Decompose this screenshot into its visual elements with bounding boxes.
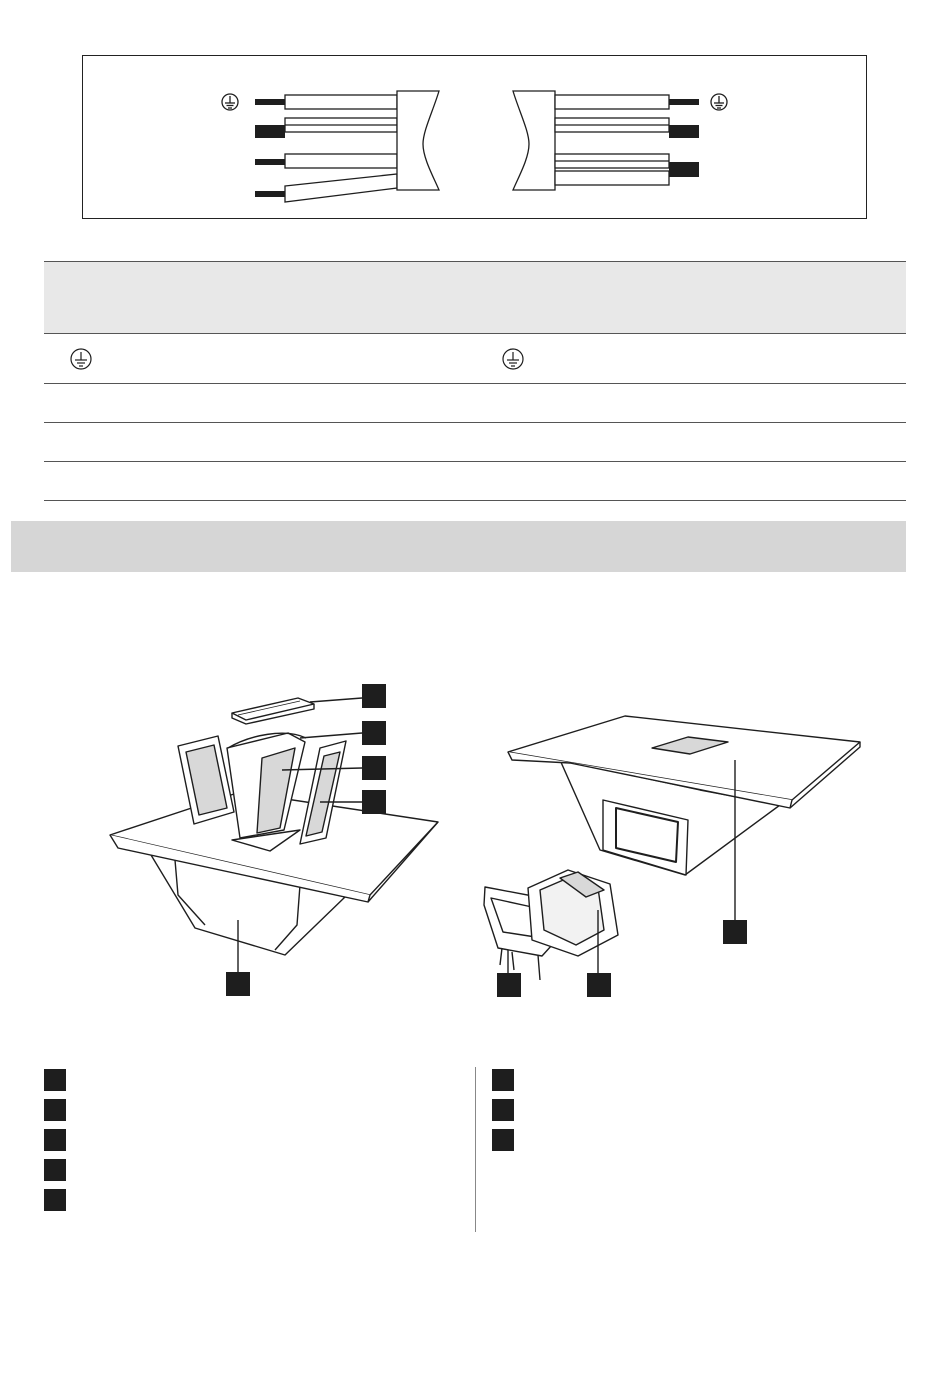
left-hood-figure xyxy=(110,698,438,972)
legend-badge xyxy=(44,1129,66,1151)
callout-badge xyxy=(362,684,386,708)
legend-badge xyxy=(44,1159,66,1181)
hood-illustrations xyxy=(0,640,950,1000)
legend-badge xyxy=(44,1069,66,1091)
callout-badge xyxy=(497,973,521,997)
callout-badge xyxy=(362,790,386,814)
ground-icon xyxy=(711,94,727,110)
section-heading-band xyxy=(11,521,906,572)
callout-badge xyxy=(723,920,747,944)
wiring-diagram xyxy=(82,55,867,219)
table-row xyxy=(44,462,906,501)
table-row xyxy=(44,334,906,384)
ground-icon xyxy=(222,94,238,110)
right-hood-figure xyxy=(484,716,860,980)
connection-table xyxy=(44,261,906,501)
ground-icon xyxy=(502,348,524,370)
conductor-label-box xyxy=(255,125,285,138)
wiring-diagram-drawing xyxy=(83,56,868,220)
legend-badge xyxy=(492,1099,514,1121)
ground-icon xyxy=(70,348,92,370)
legend-divider xyxy=(475,1067,476,1232)
callout-badge xyxy=(587,973,611,997)
callout-badge xyxy=(362,756,386,780)
legend-badge xyxy=(44,1099,66,1121)
legend-badge xyxy=(492,1069,514,1091)
callout-badge xyxy=(362,721,386,745)
legend-badge xyxy=(44,1189,66,1211)
table-header xyxy=(44,261,906,334)
table-row xyxy=(44,423,906,462)
table-row xyxy=(44,384,906,423)
legend-badge xyxy=(492,1129,514,1151)
conductor-label-box xyxy=(669,125,699,138)
callout-badge xyxy=(226,972,250,996)
conductor-label-box xyxy=(669,162,699,177)
